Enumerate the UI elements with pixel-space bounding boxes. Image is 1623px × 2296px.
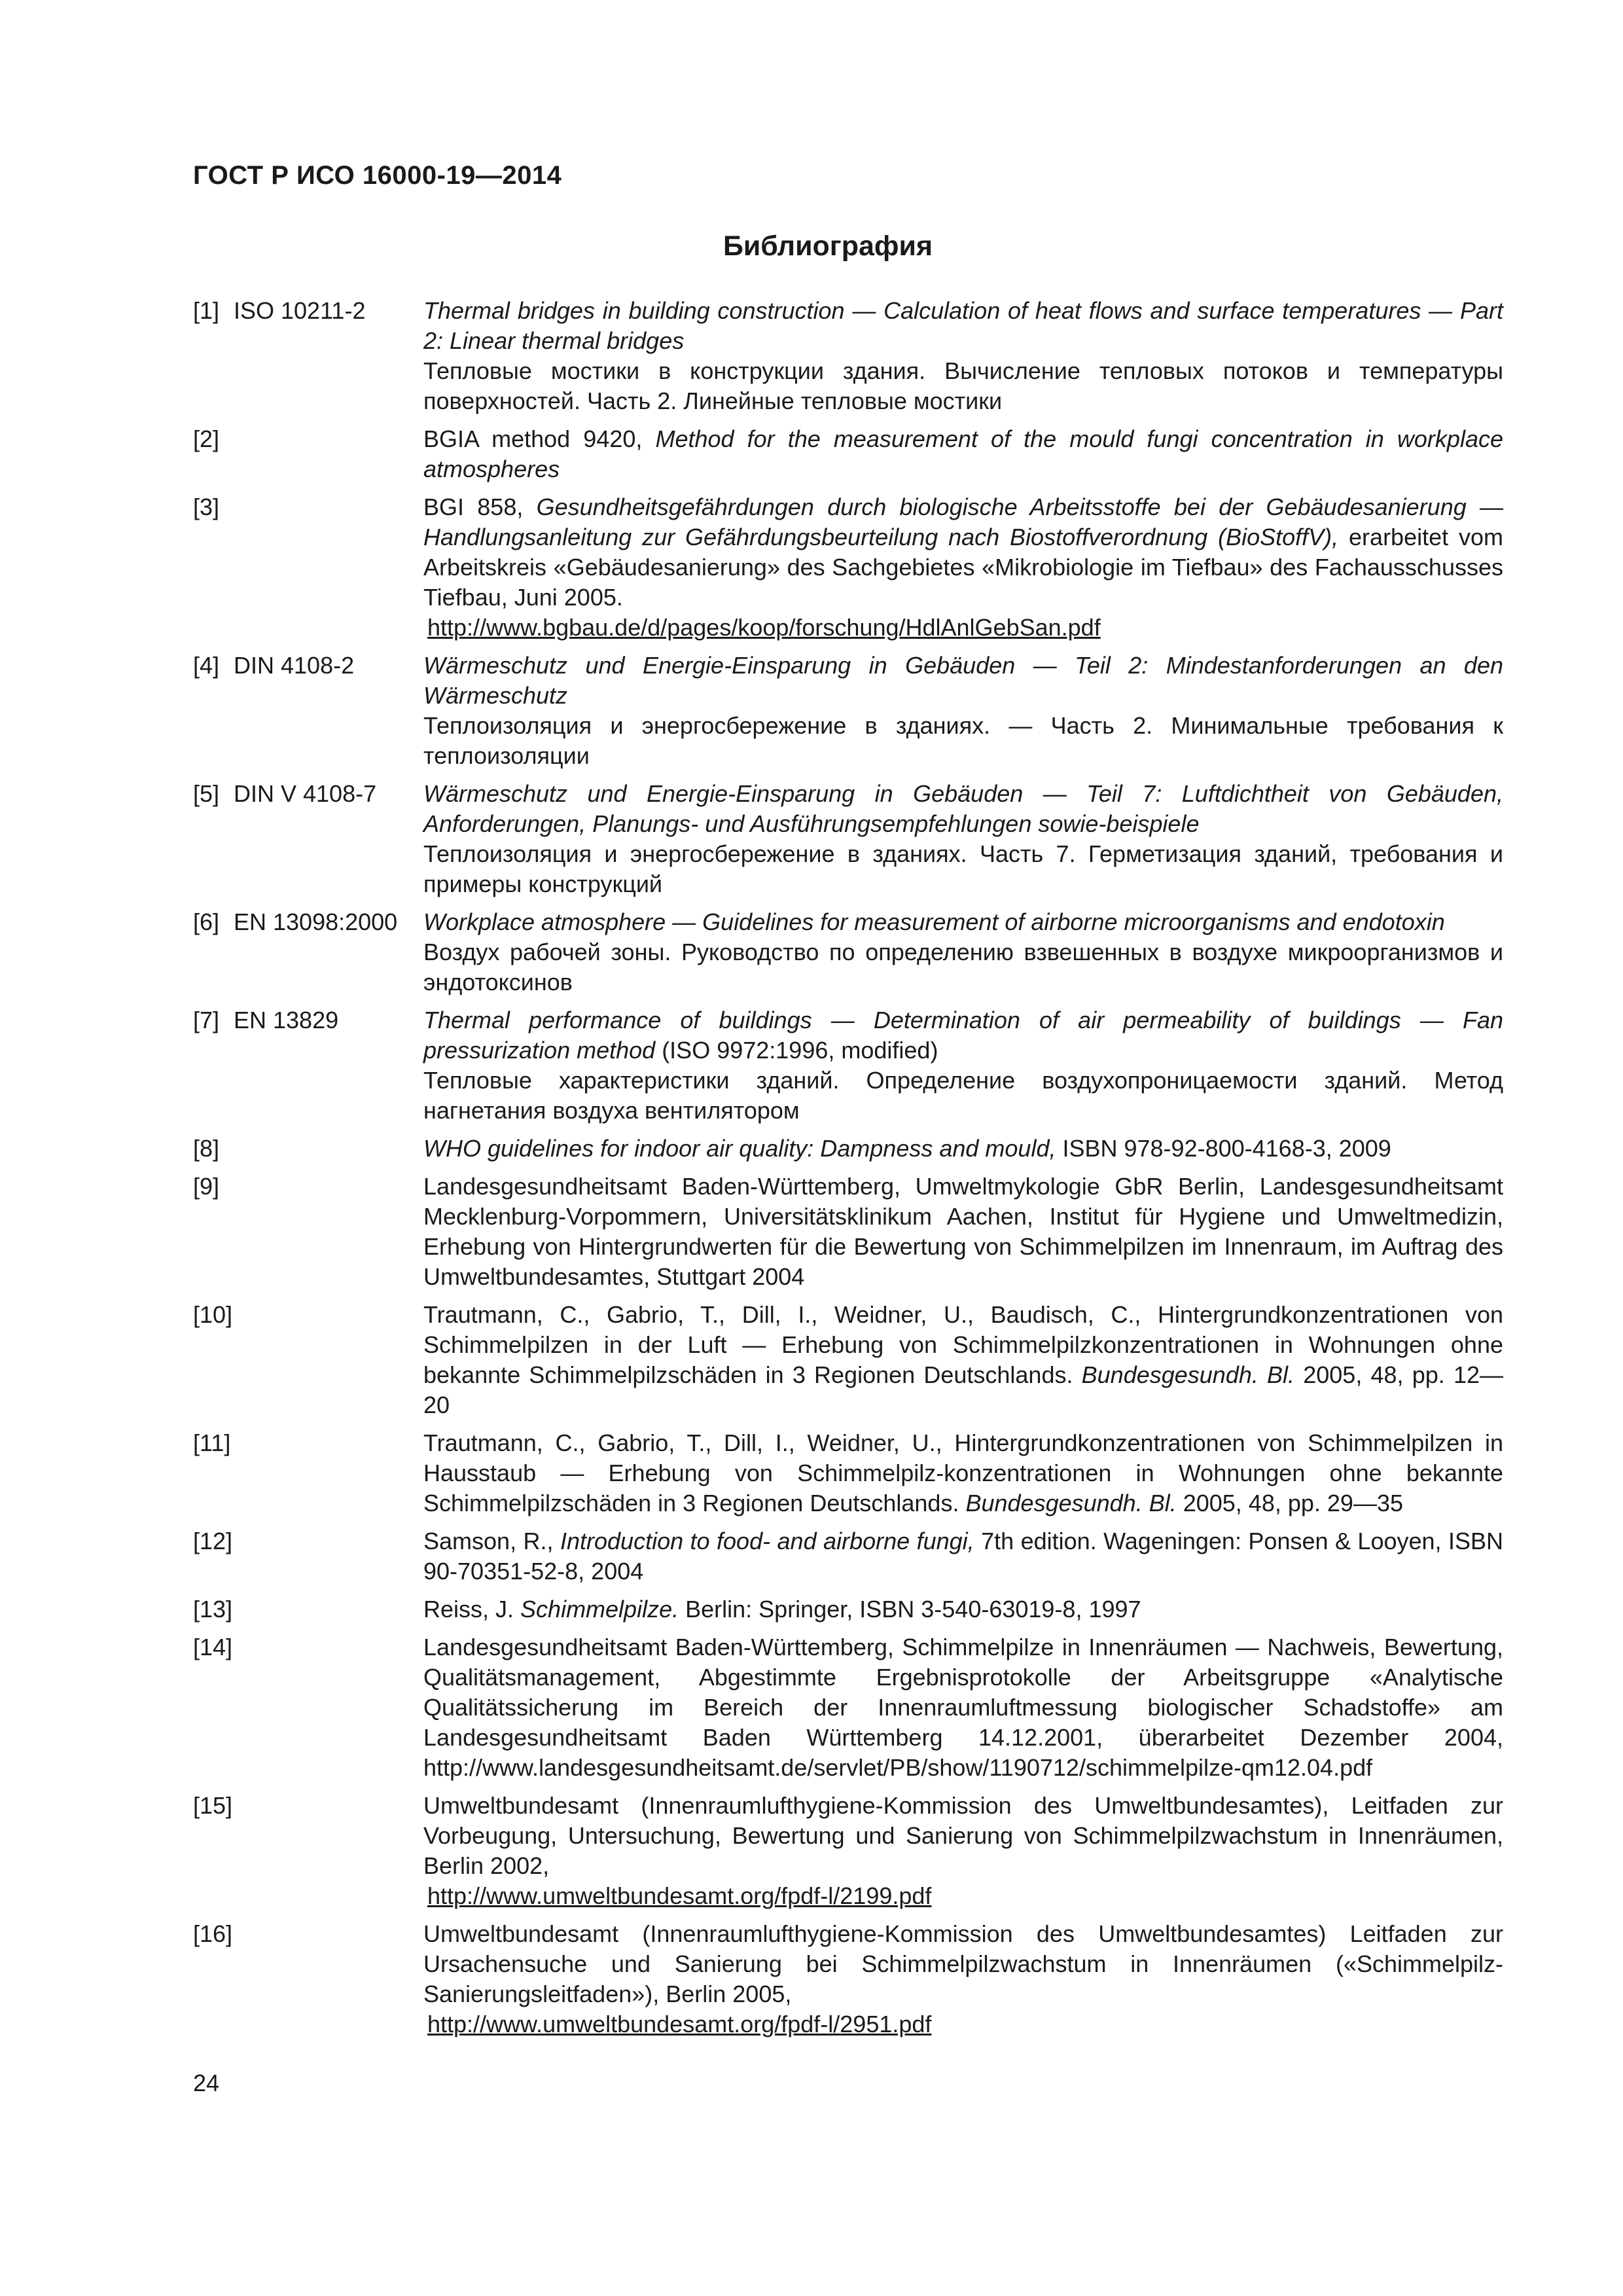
entry-number: [2] [193, 425, 220, 452]
bibliography-entry [193, 1632, 1503, 1783]
bibliography-entry [193, 1172, 1503, 1292]
citation-title-text: Bundesgesundh. Bl. [1081, 1361, 1295, 1388]
entry-body [423, 1632, 1503, 1783]
entry-number: [11] [193, 1429, 231, 1456]
citation-title-text: Bundesgesundh. Bl. [965, 1490, 1177, 1516]
entry-reference [193, 907, 423, 997]
entry-body [423, 1172, 1503, 1292]
entry-url-link[interactable]: http://www.umweltbundesamt.org/fpdf-l/2951.pdf [427, 2011, 932, 2037]
citation-text: 7th edition. Wageningen: Ponsen & Looyen, ISBN 90-70351-52-8, 2004 [423, 1528, 1504, 1585]
entry-reference [193, 424, 423, 484]
bibliography-entry [193, 1428, 1503, 1518]
entry-citation [423, 779, 1503, 839]
citation-text: Reiss, J. [423, 1596, 521, 1623]
entry-body [423, 1791, 1503, 1911]
citation-text: Berlin: Springer, ISBN 3-540-63019-8, 1997 [679, 1596, 1141, 1623]
bibliography-title: Библиография [722, 230, 933, 262]
entry-reference [193, 651, 423, 771]
entry-citation [423, 1919, 1503, 2009]
entry-russian-translation: Воздух рабочей зоны. Руководство по определению взвешенных в воздухе микроорганизмов и эндотоксинов [423, 939, 1503, 996]
citation-title-text: Wärmeschutz und Energie-Einsparung in Gebäuden — Teil 7: Luftdichtheit von Gebäuden, Anforderungen, Planungs- und Ausführungsempfehlungen sowie-beispiele [423, 780, 1503, 837]
entry-citation [423, 492, 1503, 613]
bibliography-entry [193, 492, 1503, 643]
entry-number: [5] [193, 780, 220, 807]
entry-body [423, 779, 1503, 899]
entry-reference [193, 1300, 423, 1420]
entry-citation [423, 296, 1503, 356]
entry-standard-code: DIN 4108-2 [234, 652, 355, 679]
citation-text: Landesgesundheitsamt Baden-Württemberg, Umweltmykologie GbR Berlin, Landesgesundheitsamt Mecklenburg-Vorpommern, Universitätsklinikum Aachen, Institut für Hygiene und Umweltmedizin, Erhebung von Hintergrundwerten für die Bewertung von Schimmelpilzen im Innenraum, im Auftrag des Umweltbundesamtes, Stuttgart 2004 [423, 1173, 1503, 1290]
bibliography-entry [193, 1005, 1503, 1126]
bibliography-entry [193, 1134, 1503, 1164]
entry-reference [193, 1919, 423, 2039]
citation-title-text: Introduction to food- and airborne fungi, [560, 1528, 974, 1554]
citation-text: Landesgesundheitsamt Baden-Württemberg, Schimmelpilze in Innenräumen — Nachweis, Bewertung, Qualitätsmanagement, Abgestimmte Ergebnisprotokolle der Arbeitsgruppe «Analytische Qualitätssicherung im Bereich der Innenraumluftmessung biologischer Schadstoffe» am Landesgesundheitsamt Baden Württemberg 14.12.2001, überarbeitet Dezember 2004, http://www.landesgesundheitsamt.de/servlet/PB/show/1190712/schimmelpilze-qm12.04.pdf [423, 1634, 1503, 1781]
citation-title-text: Thermal bridges in building construction — Calculation of heat flows and surface temperatures — Part 2: Linear thermal bridges [423, 297, 1503, 354]
citation-text: 2005, 48, pp. 12—20 [423, 1361, 1503, 1418]
entry-url-link[interactable]: http://www.umweltbundesamt.org/fpdf-l/2199.pdf [427, 1882, 932, 1909]
entry-reference [193, 1005, 423, 1126]
entry-body [423, 1526, 1503, 1587]
entry-citation [423, 1526, 1503, 1587]
citation-title-text: Method for the measurement of the mould fungi concentration in workplace atmospheres [423, 425, 1503, 482]
citation-text: BGI 858, [423, 493, 537, 520]
entry-number: [15] [193, 1792, 233, 1819]
entry-number: [4] [193, 652, 220, 679]
entry-standard-code: DIN V 4108-7 [234, 780, 377, 807]
entry-russian-translation: Теплоизоляция и энергосбережение в зданиях. — Часть 2. Минимальные требования к теплоизоляции [423, 712, 1503, 769]
citation-text: ISBN 978-92-800-4168-3, 2009 [1056, 1135, 1391, 1162]
entry-body [423, 296, 1503, 416]
entry-url-link[interactable]: http://www.bgbau.de/d/pages/koop/forschung/HdlAnlGebSan.pdf [427, 614, 1101, 641]
entry-reference [193, 492, 423, 643]
entry-number: [1] [193, 297, 220, 324]
entry-body [423, 1005, 1503, 1126]
bibliography-entry [193, 424, 1503, 484]
citation-text: Umweltbundesamt (Innenraumlufthygiene-Kommission des Umweltbundesamtes), Leitfaden zur Vorbeugung, Untersuchung, Bewertung und Sanierung von Schimmelpilzwachstum in Innenräumen, Berlin 2002, [423, 1792, 1503, 1879]
entry-body [423, 651, 1503, 771]
entry-number: [3] [193, 493, 220, 520]
entry-body [423, 1300, 1503, 1420]
bibliography-entry [193, 651, 1503, 771]
bibliography-entry [193, 779, 1503, 899]
citation-title-text: Thermal performance of buildings — Determination of air permeability of buildings — Fan pressurization method [423, 1007, 1503, 1064]
entry-citation [423, 907, 1503, 937]
citation-text: Trautmann, C., Gabrio, T., Dill, I., Weidner, U., Hintergrundkonzentrationen von Schimmelpilzen in Hausstaub — Erhebung von Schimmelpilz-konzentrationen in Wohnungen ohne bekannte Schimmelpilzschäden in 3 Regionen Deutschlands. [423, 1429, 1503, 1516]
entry-citation [423, 1428, 1503, 1518]
standard-header: ГОСТ Р ИСО 16000-19—2014 [193, 161, 562, 190]
entry-citation [423, 424, 1503, 484]
entry-citation [423, 1594, 1503, 1624]
entry-body [423, 424, 1503, 484]
entry-reference [193, 1791, 423, 1911]
entry-russian-translation: Теплоизоляция и энергосбережение в зданиях. Часть 7. Герметизация зданий, требования и примеры конструкций [423, 840, 1503, 897]
entry-body [423, 1594, 1503, 1624]
entry-reference [193, 1594, 423, 1624]
entry-number: [6] [193, 908, 220, 935]
citation-text: erarbeitet vom Arbeitskreis «Gebäudesanierung» des Sachgebietes «Mikrobiologie im Tiefbau» des Fachausschusses Tiefbau, Juni 2005. [423, 524, 1503, 611]
citation-title-text: Wärmeschutz und Energie-Einsparung in Gebäuden — Teil 2: Mindestanforderungen an den Wärmeschutz [423, 652, 1503, 709]
entry-citation [423, 1632, 1503, 1783]
bibliography-entry [193, 1594, 1503, 1624]
citation-title-text: Workplace atmosphere — Guidelines for measurement of airborne microorganisms and endotoxin [423, 908, 1445, 935]
entry-reference [193, 1172, 423, 1292]
entry-russian-translation: Тепловые характеристики зданий. Определение воздухопроницаемости зданий. Метод нагнетания воздуха вентилятором [423, 1067, 1503, 1124]
entry-reference [193, 779, 423, 899]
citation-title-text: Schimmelpilze. [520, 1596, 679, 1623]
bibliography-entry [193, 1919, 1503, 2039]
entry-citation [423, 1134, 1503, 1164]
entry-number: [16] [193, 1920, 233, 1947]
citation-text: Trautmann, C., Gabrio, T., Dill, I., Weidner, U., Baudisch, C., Hintergrundkonzentrationen von Schimmelpilzen in der Luft — Erhebung von Schimmelpilzkonzentrationen in Wohnungen ohne bekannte Schimmelpilzschäden in 3 Regionen Deutschlands. [423, 1301, 1503, 1388]
citation-text: 2005, 48, pp. 29—35 [1176, 1490, 1403, 1516]
citation-text: (ISO 9972:1996, modified) [655, 1037, 938, 1064]
entry-number: [10] [193, 1301, 233, 1328]
citation-text: Umweltbundesamt (Innenraumlufthygiene-Kommission des Umweltbundesamtes) Leitfaden zur Ursachensuche und Sanierung bei Schimmelpilzwachstum in Innenräumen («Schimmelpilz-Sanierungsleitfaden»), Berlin 2005, [423, 1920, 1503, 2007]
entry-body [423, 1919, 1503, 2039]
citation-title-text: Gesundheitsgefährdungen durch biologische Arbeitsstoffe bei der Gebäudesanierung — Handlungsanleitung zur Gefährdungsbeurteilung nach Biostoffverordnung (BioStoffV), [423, 493, 1503, 550]
entry-russian-translation: Тепловые мостики в конструкции здания. Вычисление тепловых потоков и температуры поверхностей. Часть 2. Линейные тепловые мостики [423, 357, 1503, 414]
entry-standard-code: EN 13829 [234, 1007, 339, 1033]
entry-number: [7] [193, 1007, 220, 1033]
entry-reference [193, 1134, 423, 1164]
bibliography-entry [193, 1300, 1503, 1420]
entry-number: [14] [193, 1634, 233, 1660]
entry-body [423, 1134, 1503, 1164]
entry-reference [193, 1526, 423, 1587]
entry-number: [9] [193, 1173, 220, 1200]
entry-citation [423, 1005, 1503, 1066]
citation-text: BGIA method 9420, [423, 425, 656, 452]
entry-reference [193, 1428, 423, 1518]
citation-title-text: WHO guidelines for indoor air quality: Dampness and mould, [423, 1135, 1056, 1162]
entry-reference [193, 1632, 423, 1783]
citation-text: Samson, R., [423, 1528, 560, 1554]
entry-standard-code: ISO 10211-2 [234, 297, 366, 324]
entry-number: [8] [193, 1135, 220, 1162]
entry-body [423, 907, 1503, 997]
bibliography-entry [193, 907, 1503, 997]
bibliography-entry [193, 296, 1503, 416]
entry-number: [13] [193, 1596, 233, 1623]
entry-number: [12] [193, 1528, 233, 1554]
bibliography-entry [193, 1791, 1503, 1911]
entry-citation [423, 1791, 1503, 1881]
bibliography-entry [193, 1526, 1503, 1587]
entry-body [423, 1428, 1503, 1518]
entry-citation [423, 1300, 1503, 1420]
entry-reference [193, 296, 423, 416]
page-number: 24 [193, 2070, 220, 2096]
entry-standard-code: EN 13098:2000 [234, 908, 398, 935]
entry-citation [423, 1172, 1503, 1292]
entry-body [423, 492, 1503, 643]
bibliography-list [193, 296, 1503, 2047]
entry-citation [423, 651, 1503, 711]
